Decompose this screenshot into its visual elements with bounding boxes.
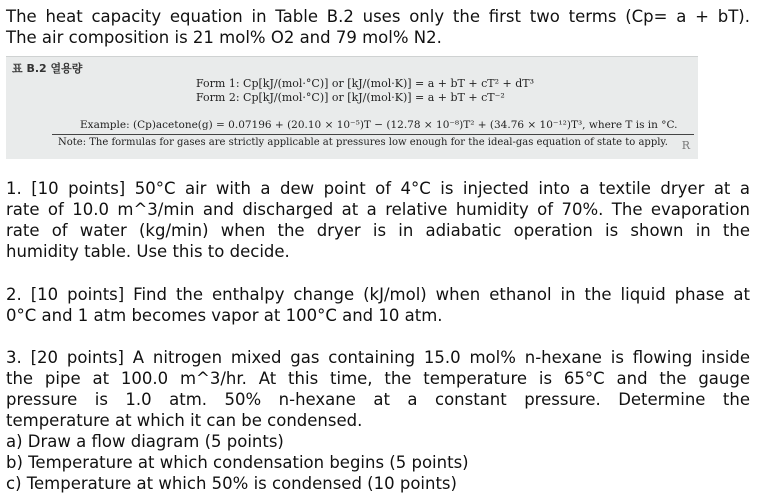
q1-line-1: 1. [10 points] 50°C air with a dew point of 4°C is injected into a textile dryer at a xyxy=(6,179,750,198)
q3-line-2: the pipe at 100.0 m^3/hr. At this time, the temperature is 65°C and the gauge xyxy=(6,369,750,388)
q3-part-c: c) Temperature at which 50% is condensed (10 points) xyxy=(6,474,457,493)
table-label: 표 B.2 열용량 xyxy=(12,62,83,75)
table-note: Note: The formulas for gases are strictly applicable at pressures low enough for the ideal-gas equation of state to apply. xyxy=(58,137,668,148)
form-2-equation: Form 2: Cp[kJ/(mol·°C)] or [kJ/(mol·K)] = a + bT + cT⁻² xyxy=(196,91,505,104)
q1-line-3: rate of water (kg/min) when the dryer is in adiabatic operation is shown in the xyxy=(6,221,750,240)
q3-line-1: 3. [20 points] A nitrogen mixed gas containing 15.0 mol% n-hexane is flowing inside xyxy=(6,348,750,367)
q3-part-b: b) Temperature at which condensation begins (5 points) xyxy=(6,453,469,472)
q2-line-2: 0°C and 1 atm becomes vapor at 100°C and 10 atm. xyxy=(6,306,443,325)
q3-line-4: temperature at which it can be condensed. xyxy=(6,411,363,430)
form-1-equation: Form 1: Cp[kJ/(mol·°C)] or [kJ/(mol·K)] = a + bT + cT² + dT³ xyxy=(196,77,535,90)
q2-line-1: 2. [10 points] Find the enthalpy change (kJ/mol) when ethanol in the liquid phase at xyxy=(6,285,750,304)
intro-line-2: The air composition is 21 mol% O2 and 79 mol% N2. xyxy=(6,28,442,47)
q3-line-3: pressure is 1.0 atm. 50% n-hexane at a constant pressure. Determine the xyxy=(6,390,750,409)
heat-capacity-table-image xyxy=(6,56,698,159)
q3-part-a: a) Draw a flow diagram (5 points) xyxy=(6,432,284,451)
intro-line-1: The heat capacity equation in Table B.2 uses only the first two terms (Cp= a + bT). xyxy=(6,7,750,26)
table-rule xyxy=(52,134,694,135)
example-equation: Example: (Cp)acetone(g) = 0.07196 + (20.10 × 10⁻⁵)T − (12.78 × 10⁻⁸)T² + (34.76 × 10⁻¹²)T³, where T is in °C. xyxy=(80,119,678,131)
q1-line-4: humidity table. Use this to decide. xyxy=(6,242,290,261)
q1-line-2: rate of 10.0 m^3/min and discharged at a relative humidity of 70%. The evaporation xyxy=(6,200,750,219)
table-corner-fragment: R xyxy=(681,139,690,152)
